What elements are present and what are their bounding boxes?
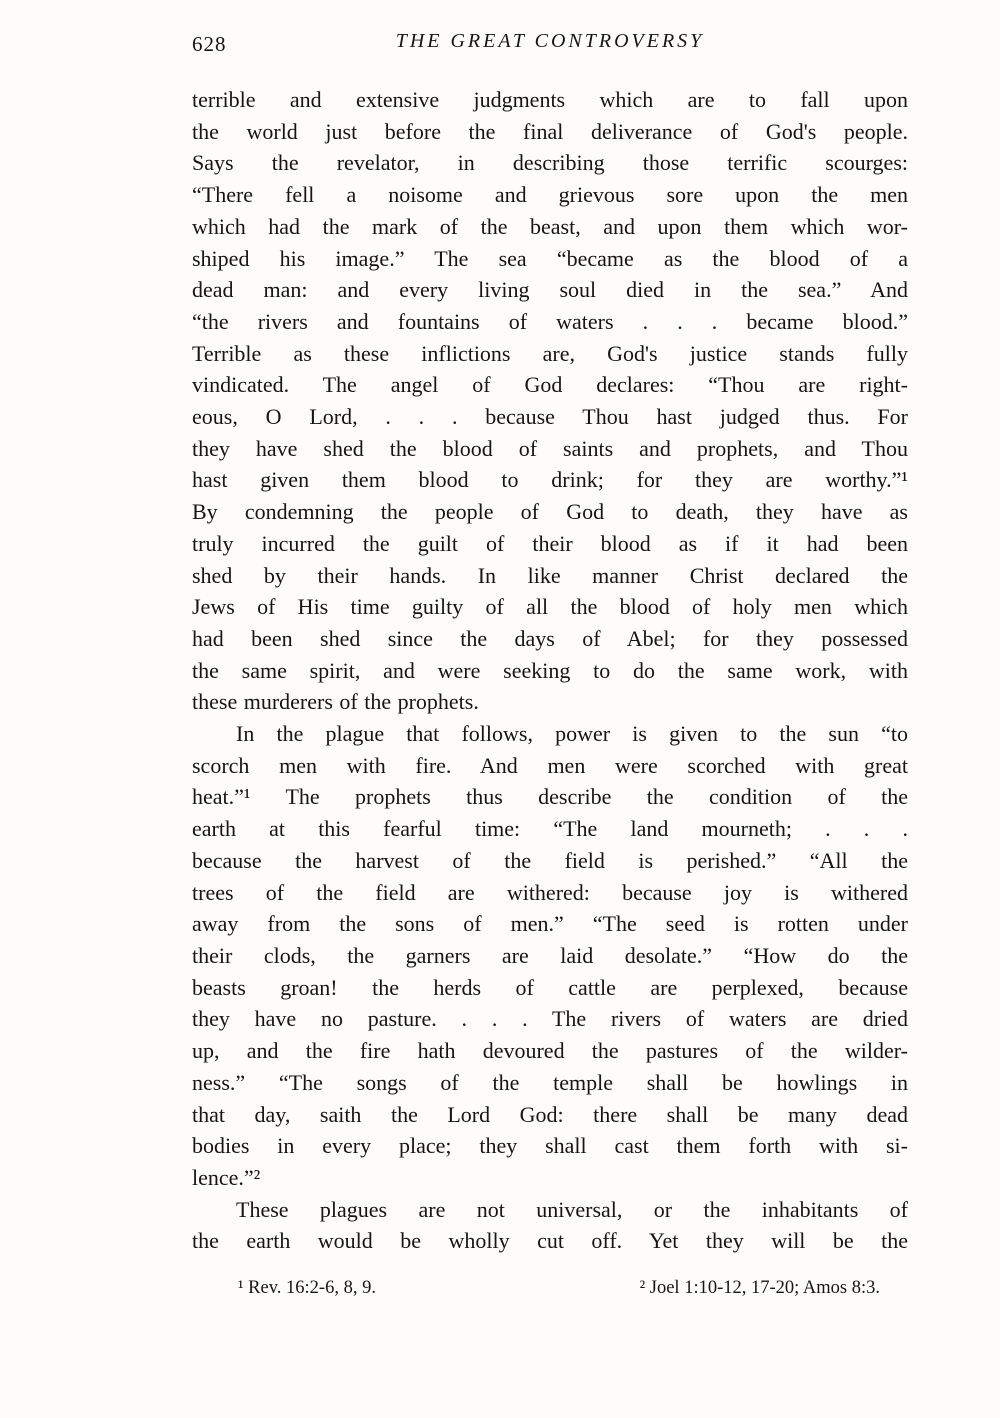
text-line: bodies in every place; they shall cast them forth with si- <box>192 1133 908 1159</box>
footnote-left: ¹ Rev. 16:2-6, 8, 9. <box>238 1278 376 1298</box>
text-line: up, and the fire hath devoured the pastures of the wilder- <box>192 1038 908 1064</box>
text-line: “There fell a noisome and grievous sore upon the men <box>192 182 908 208</box>
text-line: shed by their hands. In like manner Christ declared the <box>192 562 908 588</box>
text-line: Terrible as these inflictions are, God's justice stands fully <box>192 340 908 366</box>
text-line: had been shed since the days of Abel; for they possessed <box>192 625 908 651</box>
text-line: that day, saith the Lord God: there shall be many dead <box>192 1101 908 1127</box>
text-line: because the harvest of the field is perished.” “All the <box>192 847 908 873</box>
text-line: eous, O Lord, . . . because Thou hast judged thus. For <box>192 404 908 430</box>
paragraph <box>192 718 908 1194</box>
text-line: Jews of His time guilty of all the blood of holy men which <box>192 594 908 620</box>
paragraph <box>192 1194 908 1257</box>
text-line: scorch men with fire. And men were scorched with great <box>192 752 908 778</box>
text-line: their clods, the garners are laid desolate.” “How do the <box>192 942 908 968</box>
text-line: the world just before the final deliverance of God's people. <box>192 118 908 144</box>
running-head <box>192 30 908 60</box>
text-line: away from the sons of men.” “The seed is rotten under <box>192 911 908 937</box>
text-line: terrible and extensive judgments which are to fall upon <box>192 87 908 112</box>
text-line: By condemning the people of God to death, they have as <box>192 499 908 525</box>
text-line: the same spirit, and were seeking to do the same work, with <box>192 657 908 683</box>
footnotes <box>192 1278 908 1299</box>
text-line: These plagues are not universal, or the inhabitants of <box>236 1196 908 1222</box>
text-line: hast given them blood to drink; for they are worthy.”¹ <box>192 467 908 493</box>
text-line: dead man: and every living soul died in the sea.” And <box>192 277 908 303</box>
text-line: they have shed the blood of saints and prophets, and Thou <box>192 435 908 461</box>
running-title: THE GREAT CONTROVERSY <box>395 30 705 52</box>
text-line: “the rivers and fountains of waters . . . became blood.” <box>192 308 908 334</box>
body-text <box>192 84 908 1257</box>
text-line: truly incurred the guilt of their blood as if it had been <box>192 530 908 556</box>
page-number: 628 <box>192 32 227 56</box>
text-line: heat.”¹ The prophets thus describe the condition of the <box>192 784 908 810</box>
text-line: lence.”² <box>192 1164 261 1190</box>
text-line: Says the revelator, in describing those terrific scourges: <box>192 150 908 176</box>
text-line: earth at this fearful time: “The land mourneth; . . . <box>192 816 908 842</box>
text-line: which had the mark of the beast, and upon them which wor- <box>192 213 908 239</box>
text-line: vindicated. The angel of God declares: “Thou are right- <box>192 372 908 398</box>
text-line: beasts groan! the herds of cattle are perplexed, because <box>192 974 908 1000</box>
text-line: In the plague that follows, power is given to the sun “to <box>236 721 908 747</box>
text-line: they have no pasture. . . . The rivers of waters are dried <box>192 1006 908 1032</box>
text-line: ness.” “The songs of the temple shall be howlings in <box>192 1069 908 1095</box>
footnote-right: ² Joel 1:10-12, 17-20; Amos 8:3. <box>639 1278 880 1298</box>
text-line: the earth would be wholly cut off. Yet they will be the <box>192 1228 908 1254</box>
text-line: shiped his image.” The sea “became as the blood of a <box>192 245 908 271</box>
paragraph <box>192 84 908 718</box>
text-line: these murderers of the prophets. <box>192 689 479 715</box>
text-line: trees of the field are withered: because joy is withered <box>192 879 908 905</box>
